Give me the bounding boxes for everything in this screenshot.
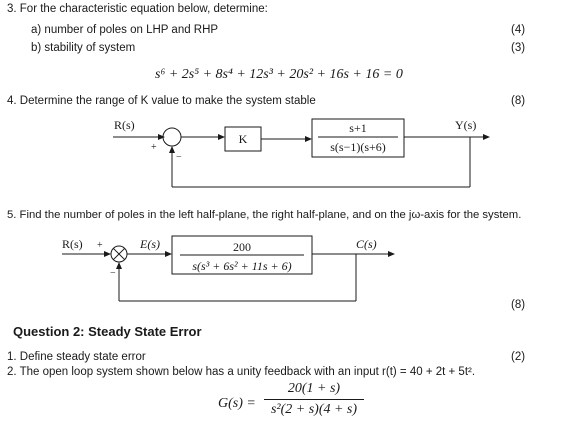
q4-plant-numerator: s+1 — [349, 121, 367, 135]
q4-input-label: R(s) — [114, 118, 135, 132]
q3-part-b: b) stability of system — [31, 42, 136, 54]
q3-characteristic-equation: s⁶ + 2s⁵ + 8s⁴ + 12s³ + 20s² + 16s + 16 = 0 — [155, 67, 403, 82]
question2-item1-marks: (2) — [511, 351, 526, 363]
g-fraction-bar — [264, 399, 364, 400]
q5-plant-numerator: 200 — [233, 240, 251, 254]
q4-plant-denominator: s(s−1)(s+6) — [330, 140, 386, 154]
q5-input-label: R(s) — [62, 237, 83, 251]
question2-item2: 2. The open loop system shown below has a unity feedback with an input r(t) = 40 + 2t + 5t². — [7, 366, 476, 378]
q5-sum-minus: − — [110, 268, 116, 279]
q3-part-a: a) number of poles on LHP and RHP — [31, 24, 219, 36]
g-transfer-lhs: G(s) = — [218, 396, 256, 411]
q5-plant-denominator: s(s³ + 6s² + 11s + 6) — [192, 259, 292, 273]
q3-part-a-marks: (4) — [511, 24, 526, 36]
question2-title: Question 2: Steady State Error — [13, 324, 202, 339]
q4-summing-junction — [163, 128, 181, 146]
q5-output-label: C(s) — [356, 237, 377, 251]
q3-heading: 3. For the characteristic equation below, determine: — [7, 3, 268, 15]
q4-gain-label: K — [238, 132, 248, 146]
question2-item1: 1. Define steady state error — [7, 351, 146, 363]
q4-output-label: Y(s) — [455, 118, 477, 132]
q5-sum-plus: + — [97, 240, 103, 251]
q3-part-b-marks: (3) — [511, 42, 526, 54]
g-transfer-denominator: s²(2 + s)(4 + s) — [270, 402, 358, 417]
q4-sum-plus: + — [151, 142, 157, 153]
q4-heading: 4. Determine the range of K value to make the system stable — [7, 95, 316, 107]
q5-error-label: E(s) — [140, 237, 160, 251]
q5-marks: (8) — [511, 299, 526, 311]
q5-heading: 5. Find the number of poles in the left half-plane, the right half-plane, and on the jω-axis for the system. — [7, 209, 522, 221]
q4-block-diagram — [113, 119, 490, 187]
q4-sum-minus: − — [176, 152, 182, 163]
g-transfer-numerator: 20(1 + s) — [287, 381, 341, 396]
q4-marks: (8) — [511, 95, 526, 107]
